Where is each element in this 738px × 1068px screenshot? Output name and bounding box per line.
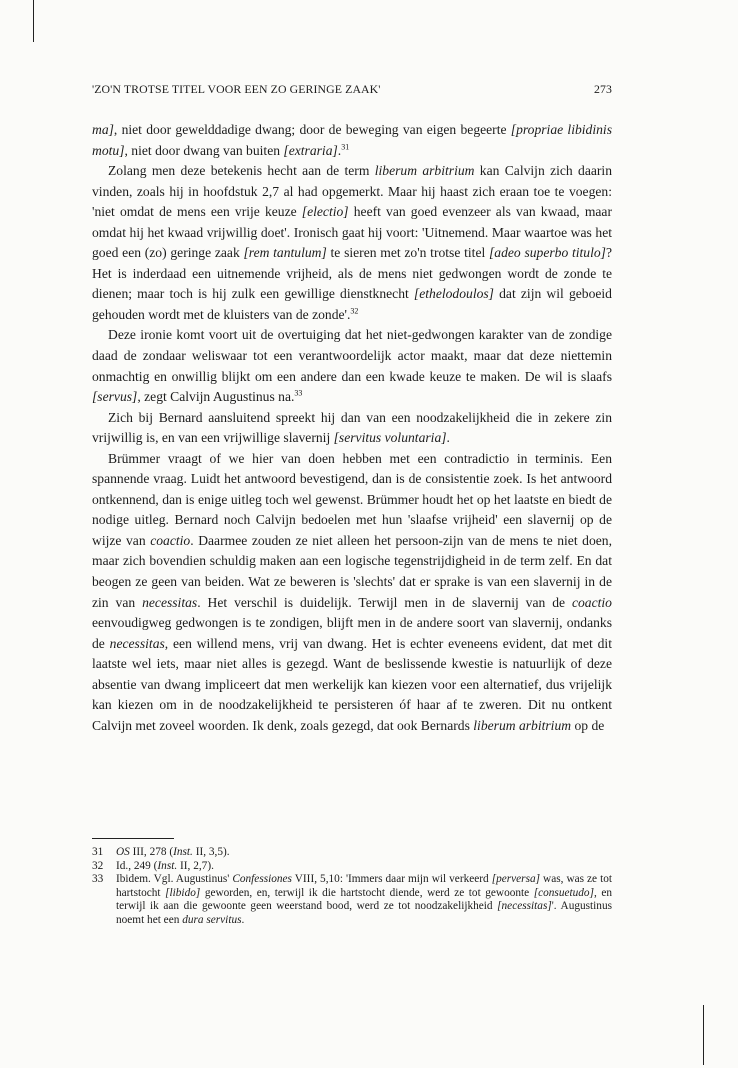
italic-span: liberum arbitrium: [374, 163, 475, 179]
italic-span: Inst.: [157, 859, 178, 872]
text-span: op de: [571, 717, 605, 733]
italic-span: necessitas: [142, 594, 198, 610]
text-span: II, 3,5).: [192, 846, 230, 858]
italic-span: Inst.: [173, 846, 193, 858]
footnote-number: 31: [92, 846, 104, 858]
text-span: II, 2,7).: [177, 859, 214, 872]
italic-span: [necessitas]: [497, 900, 552, 913]
footnote: [92, 860, 612, 874]
text-span: .: [337, 142, 342, 158]
italic-span: [perversa]: [491, 873, 541, 886]
text-span: geworden, en, terwijl ik die hartstocht diende, werd ze tot gewoonte: [200, 886, 534, 899]
footnote-text: [116, 873, 612, 926]
paragraph: [92, 161, 612, 325]
book-page: [92, 82, 613, 926]
text-span: , en terwijl ik aan die gewoonte geen weerstand bood, werd ze tot noodzakelijkheid: [116, 886, 613, 913]
footnote-number: 32: [92, 859, 104, 872]
text-span: eenvoudigweg gedwongen is te zondigen, blijft men in de andere soort van slavernij, ondanks de: [92, 615, 612, 651]
paragraph: [92, 120, 612, 161]
text-span: , zegt Calvijn Augustinus na.: [137, 389, 295, 405]
italic-span: dura servitus: [182, 913, 242, 926]
body-text: [92, 120, 612, 736]
text-span: , een willend mens, vrij van dwang. Het is echter eveneens evident, dat met dit laatste wel iets, maar niet alles is gezegd. Want de beslissende kwestie is natuurlijk of deze absentie van dwang impliceert dat men werkelijk kan kiezen voor een alternatief, dus vrijelijk kan kiezen om in de noodzakelijkheid te persisteren óf haar af te zweren. Dit nu ontkent Calvijn met zoveel woorden. Ik denk, zoals gezegd, dat ook Bernards: [92, 635, 612, 733]
footnote-rule: [92, 838, 174, 839]
text-span: Ibidem. Vgl. Augustinus': [116, 873, 233, 886]
text-span: was, was ze tot hartstocht: [116, 873, 612, 899]
footnotes: [92, 846, 612, 928]
italic-span: Confessiones: [232, 873, 292, 886]
text-span: .: [446, 430, 450, 446]
italic-span: coactio: [150, 532, 191, 548]
text-span: Id., 249 (: [116, 859, 158, 872]
footnote-ref: 33: [294, 388, 303, 398]
footnote: [92, 846, 612, 860]
paragraph: [92, 449, 612, 737]
footnote: [92, 873, 612, 927]
italic-span: [consuetudo]: [533, 886, 594, 899]
text-span: te sieren met zo'n trotse titel: [326, 245, 489, 261]
text-span: Zich bij Bernard aansluitend spreekt hij dan van een noodzakelijkheid die in zekere zin vrijwillig is, en van een vrijwillige slavernij: [92, 409, 612, 446]
scan-edge-left: [33, 0, 34, 42]
text-span: . Daarmee zouden ze niet alleen het persoon-zijn van de mens te niet doen, maar zich bovendien schuldig maken aan een logische tegenstrijdigheid in de term zelf. En dat beogen ze geen van beiden. Wat ze beweren is 'slechts' dat er sprake is van een slavernij in de zin van: [92, 532, 612, 610]
page-number: 273: [594, 82, 612, 96]
italic-span: ma]: [92, 122, 114, 137]
text-span: heeft van goed evenzeer als van kwaad, maar omdat hij het kwaad vrijwillig doet'. Ironisch gaat hij voort: 'Uitnemend. Maar waartoe was het goed een (zo) geringe zaak: [92, 204, 612, 261]
text-span: , niet door dwang van buiten: [124, 142, 284, 158]
text-span: , niet door gewelddadige dwang; door de beweging van eigen begeerte: [113, 122, 511, 137]
text-span: ? Het is inderdaad een uitnemende vrijheid, als de mens niet gedwongen wordt de zonde te dienen; maar toch is hij zulk een gewillige dienstknecht: [92, 245, 613, 302]
italic-span: [propriae libidinis motu]: [92, 122, 612, 158]
italic-span: liberum arbitrium: [473, 717, 572, 733]
footnote-text: [116, 846, 230, 858]
italic-span: [electio]: [301, 204, 349, 220]
paragraph: [92, 408, 612, 449]
italic-span: [ethelodoulos]: [413, 286, 494, 302]
footnote-text: [116, 860, 214, 872]
text-span: Zolang men deze betekenis hecht aan de term: [108, 163, 375, 179]
footnote-number: 33: [92, 873, 104, 886]
italic-span: [servitus voluntaria]: [333, 430, 447, 446]
text-span: Brümmer vraagt of we hier van doen hebben met een contradictio in terminis. Een spannende vraag. Luidt het antwoord bevestigend, dan is de consistentie zoek. Is het antwoord ontkennend, dan is enige uitleg toch wel gewenst. Brümmer houdt het op het laatste en biedt de nodige uitleg. Bernard noch Calvijn bedoelen met hun 'slaafse vrijheid' een slavernij op de wijze van: [92, 450, 612, 548]
text-span: III, 278 (: [129, 846, 174, 858]
italic-span: [adeo superbo titulo]: [489, 245, 606, 261]
text-span: dat zijn wil geboeid gehouden wordt met de kluisters van de zonde'.: [92, 286, 612, 322]
italic-span: [extraria]: [283, 142, 338, 158]
italic-span: [rem tantulum]: [243, 245, 327, 261]
text-span: . Het verschil is duidelijk. Terwijl men in de slavernij van de: [197, 594, 572, 610]
running-head: [92, 82, 612, 102]
text-span: VIII, 5,10: 'Immers daar mijn wil verkeerd: [291, 873, 492, 886]
text-span: kan Calvijn zich daarin vinden, zoals hij in hoofdstuk 2,7 al had opgemerkt. Maar hij haast zich eraan toe te voegen: 'niet omdat de mens een vrije keuze: [92, 163, 612, 220]
footnote-ref: 31: [341, 142, 350, 152]
paragraph: [92, 325, 612, 407]
italic-span: coactio: [571, 594, 612, 610]
text-span: Deze ironie komt voort uit de overtuiging dat het niet-gedwongen karakter van de zondige daad de zondaar weliswaar tot een verantwoordelijk actor maakt, maar dat deze niettemin onmachtig en onwillig blijkt om een andere dan een kwade keuze te maken. De wil is slaafs: [92, 327, 612, 384]
scan-edge-right: [703, 1005, 704, 1065]
italic-span: [servus]: [92, 389, 138, 405]
text-span: .: [241, 913, 245, 926]
italic-span: OS: [116, 846, 130, 858]
italic-span: [libido]: [165, 886, 201, 899]
italic-span: necessitas: [109, 635, 165, 651]
running-head-title: 'ZO'N TROTSE TITEL VOOR EEN ZO GERINGE ZAAK': [92, 82, 381, 96]
text-span: '. Augustinus noemt het een: [116, 900, 613, 926]
footnote-ref: 32: [350, 306, 359, 316]
